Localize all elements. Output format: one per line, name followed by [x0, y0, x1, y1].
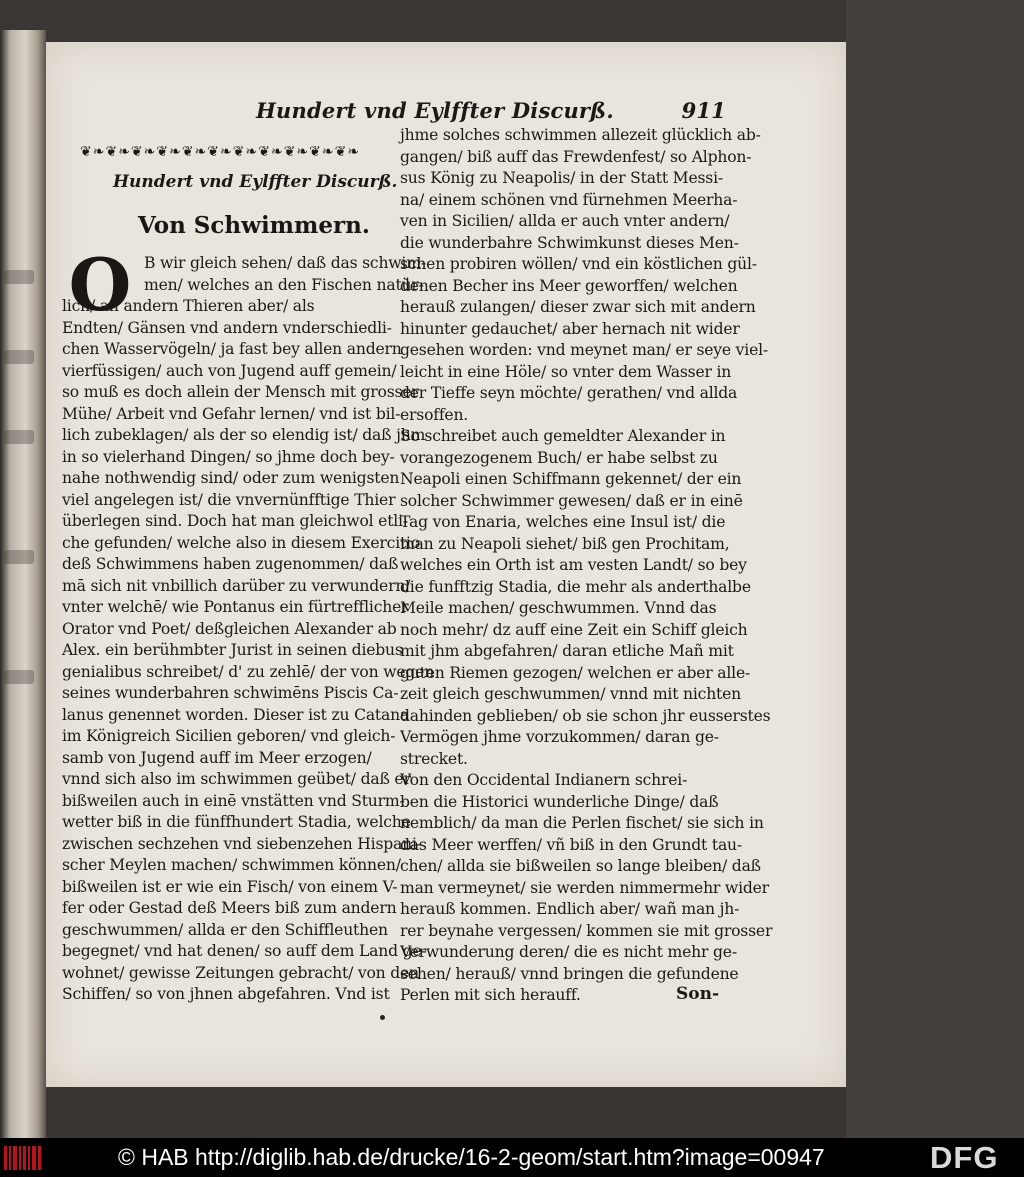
text-line: so muß es doch allein der Mensch mit grosser — [62, 383, 419, 401]
text-line: noch mehr/ dz auff eine Zeit ein Schiff gleich — [400, 620, 748, 639]
text-line: Verwunderung deren/ die es nicht mehr ge- — [400, 943, 737, 961]
text-line: welches ein Orth ist am vesten Landt/ so bey — [400, 556, 747, 574]
text-line: zeit gleich geschwummen/ vnnd mit nichten — [400, 685, 741, 703]
text-line: die wunderbahre Schwimkunst dieses Men- — [400, 233, 739, 252]
text-line: Tag von Enaria, welches eine Insul ist/ die — [400, 513, 726, 531]
text-line: dahinden geblieben/ ob sie schon jhr eusserstes — [400, 706, 771, 725]
text-line: vnter welchē/ wie Pontanus ein fürtrefflicher — [62, 598, 409, 616]
text-line: Schiffen/ so von jhnen abgefahren. Vnd ist — [62, 985, 390, 1003]
text-line: gangen/ biß auff das Frewdenfest/ so Alphon- — [400, 147, 752, 166]
text-line: jhme solches schwimmen allezeit glücklich ab- — [400, 126, 761, 144]
text-line: vnnd sich also im schwimmen geübet/ daß er — [62, 770, 411, 788]
text-line: viel angelegen ist/ die vnvernünfftige Thier — [62, 490, 396, 509]
text-line: schen probiren wöllen/ vnd ein köstlichen gül- — [400, 255, 757, 273]
edge-fragment — [4, 430, 34, 444]
right-background — [846, 0, 1024, 1138]
text-line: chen/ allda sie bißweilen so lange bleiben/ daß — [400, 857, 761, 875]
page-number: 911 — [681, 98, 726, 123]
text-line: Vermögen jhme vorzukommen/ daran ge- — [400, 728, 719, 746]
text-line: ven in Sicilien/ allda er auch vnter andern/ — [400, 212, 730, 230]
drop-cap: O — [68, 242, 132, 327]
text-line: lich zubeklagen/ als der so elendig ist/ daß jhm — [62, 426, 426, 444]
catchword: Son- — [676, 984, 720, 1004]
text-line: ben die Historici wunderliche Dinge/ daß — [400, 792, 719, 811]
text-line: die funfftzig Stadia, die mehr als anderthalbe — [400, 577, 751, 596]
text-line: hinunter gedauchet/ aber hernach nit wider — [400, 319, 740, 338]
text-line: sehen/ herauß/ vnnd bringen die gefundene — [400, 964, 739, 983]
text-line: geschwummen/ allda er den Schiffleuthen — [62, 920, 388, 939]
book-edge — [0, 30, 46, 1140]
ink-speck — [380, 1015, 385, 1020]
text-line: strecket. — [400, 749, 468, 768]
edge-fragment — [4, 270, 34, 284]
text-line: deß Schwimmens haben zugenommen/ daß — [62, 555, 399, 573]
text-line: das Meer werffen/ vñ biß in den Grundt tau- — [400, 835, 742, 854]
text-line: Meile machen/ geschwummen. Vnnd das — [400, 599, 717, 617]
text-line: gesehen worden: vnd meynet man/ er seye viel- — [400, 341, 768, 359]
ornament-band: ❦❧❦❧❦❧❦❧❦❧❦❧❦❧❦❧❦❧❦❧❦❧ — [80, 144, 361, 160]
edge-fragment — [4, 670, 34, 684]
text-line: B wir gleich sehen/ daß das schwim- — [144, 254, 426, 272]
text-line: mā sich nit vnbillich darüber zu verwundern/ — [62, 576, 411, 595]
running-head — [256, 98, 726, 123]
text-line: Mühe/ Arbeit vnd Gefahr lernen/ vnd ist bil- — [62, 404, 401, 423]
edge-fragment — [4, 550, 34, 564]
text-line: mit jhm abgefahren/ daran etliche Mañ mit — [400, 642, 734, 660]
text-line: bißweilen ist er wie ein Fisch/ von einem V- — [62, 877, 398, 896]
text-line: ersoffen. — [400, 405, 469, 424]
dfg-logo: DFG — [930, 1140, 999, 1175]
text-line: denen Becher ins Meer geworffen/ welchen — [400, 276, 738, 295]
text-line: guten Riemen gezogen/ welchen er aber alle- — [400, 663, 751, 682]
footer-bar — [0, 1138, 1024, 1177]
barcode-icon — [4, 1146, 46, 1170]
text-line: man vermeynet/ sie werden nimmermehr wider — [400, 878, 769, 897]
footer-citation[interactable]: © HAB http://diglib.hab.de/drucke/16-2-geom/start.htm?image=00947 — [118, 1144, 825, 1170]
edge-fragment — [4, 350, 34, 364]
running-title: Hundert vnd Eylffter Discurß. — [256, 98, 614, 123]
text-line: fer oder Gestad deß Meers biß zum andern — [62, 899, 397, 917]
text-line: chen Wasservögeln/ ja fast bey allen andern — [62, 340, 402, 358]
text-line: leicht in eine Höle/ so vnter dem Wasser in — [400, 362, 732, 381]
text-line: lich/ an andern Thieren aber/ als — [62, 297, 315, 315]
text-line: sus König zu Neapolis/ in der Statt Messi- — [400, 169, 723, 187]
text-line: Orator vnd Poet/ deßgleichen Alexander ab — [62, 619, 397, 638]
text-line: na/ einem schönen vnd fürnehmen Meerha- — [400, 190, 738, 209]
text-line: men/ welches an den Fischen natür- — [144, 275, 424, 294]
text-line: nemblich/ da man die Perlen fischet/ sie sich in — [400, 814, 764, 832]
text-line: Neapoli einen Schiffmann gekennet/ der ein — [400, 470, 742, 488]
text-line: bißweilen auch in einē vnstätten vnd Sturm- — [62, 791, 405, 810]
text-line: seines wunderbahren schwimēns Piscis Ca- — [62, 684, 399, 702]
text-line: genialibus schreibet/ d' zu zehlē/ der von wegen — [62, 662, 435, 681]
text-line: scher Meylen machen/ schwimmen können/ — [62, 856, 401, 874]
text-line: samb von Jugend auff im Meer erzogen/ — [62, 748, 372, 767]
text-line: So schreibet auch gemeldter Alexander in — [400, 427, 726, 445]
text-line: vierfüssigen/ auch von Jugend auff gemein/ — [62, 361, 397, 380]
text-line: im Königreich Sicilien geboren/ vnd gleich- — [62, 727, 396, 745]
text-line: herauß kommen. Endlich aber/ wañ man jh- — [400, 900, 740, 918]
text-line: man zu Neapoli siehet/ biß gen Prochitam, — [400, 534, 730, 553]
text-line: in so vielerhand Dingen/ so jhme doch bey- — [62, 447, 395, 466]
text-line: begegnet/ vnd hat denen/ so auff dem Land ge- — [62, 942, 427, 960]
section-title: Hundert vnd Eylffter Discurß. — [113, 172, 398, 192]
text-line: rer beynahe vergessen/ kommen sie mit grosser — [400, 921, 773, 940]
text-line: wohnet/ gewisse Zeitungen gebracht/ von den — [62, 963, 419, 982]
text-line: nahe nothwendig sind/ oder zum wenigsten — [62, 469, 400, 487]
text-line: Alex. ein berühmbter Jurist in seinen diebus — [62, 641, 403, 659]
text-line: überlegen sind. Doch hat man gleichwol etli- — [62, 512, 408, 530]
text-line: herauß zulangen/ dieser zwar sich mit andern — [400, 298, 756, 316]
text-line: der Tieffe seyn möchte/ gerathen/ vnd allda — [400, 384, 738, 402]
text-line: wetter biß in die fünffhundert Stadia, welche — [62, 813, 411, 831]
text-line: Von den Occidental Indianern schrei- — [400, 771, 688, 789]
text-line: zwischen sechzehen vnd siebenzehen Hispani- — [62, 834, 422, 853]
text-line: vorangezogenem Buch/ er habe selbst zu — [400, 448, 718, 467]
text-line: solcher Schwimmer gewesen/ daß er in einē — [400, 491, 743, 510]
text-line: che gefunden/ welche also in diesem Exercitio — [62, 533, 421, 552]
text-line: Perlen mit sich herauff. — [400, 986, 581, 1004]
chapter-title: Von Schwimmern. — [138, 212, 370, 239]
text-line: lanus genennet worden. Dieser ist zu Catana — [62, 705, 410, 724]
text-line: Endten/ Gänsen vnd andern vnderschiedli- — [62, 318, 392, 337]
right-text-column — [400, 125, 773, 1007]
